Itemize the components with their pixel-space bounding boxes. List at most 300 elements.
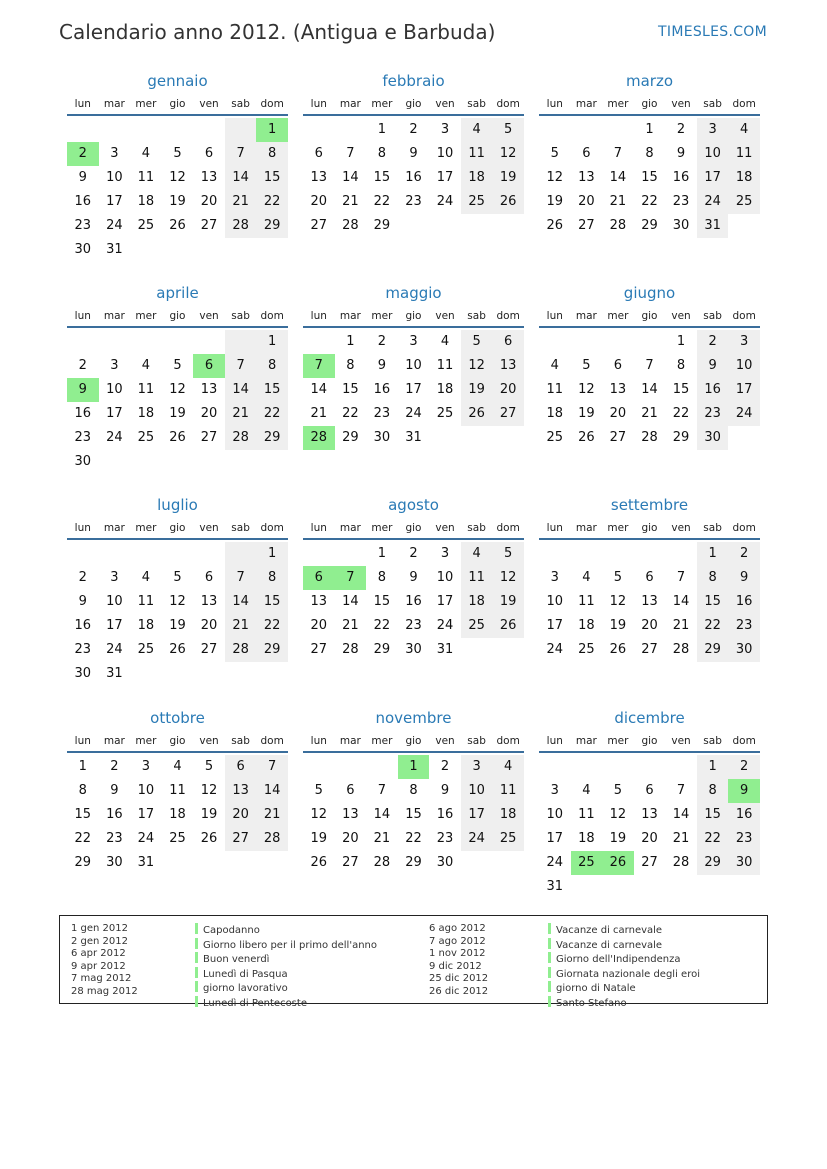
day-cell: 18 [137, 194, 155, 209]
day-cell: 7 [377, 783, 387, 798]
day-cell: 10 [697, 142, 729, 166]
holiday-color-marker [548, 923, 551, 934]
day-grid [539, 540, 760, 662]
day-cell: 22 [256, 402, 288, 426]
weekday-label: mer [371, 98, 393, 110]
day-cell: 15 [405, 807, 422, 822]
weekday-label: lun [74, 522, 91, 534]
day-cell: 15 [74, 807, 92, 822]
weekday-label: mar [575, 98, 597, 110]
day-cell: 2 [440, 759, 450, 774]
day-grid [303, 753, 524, 875]
weekday-label: gio [169, 522, 186, 534]
day-cell: 31 [106, 242, 123, 257]
weekday-label: gio [641, 98, 658, 110]
month-name: dicembre [614, 709, 685, 727]
weekday-label: dom [260, 735, 284, 747]
day-cell: 20 [310, 618, 328, 633]
day-cell: 5 [492, 118, 524, 142]
day-cell: 25 [137, 218, 155, 233]
day-cell: 15 [256, 378, 288, 402]
day-cell: 23 [405, 194, 422, 209]
day-cell: 8 [377, 570, 387, 585]
legend-name [195, 923, 377, 938]
day-cell: 15 [342, 382, 359, 397]
empty-cell [665, 755, 697, 779]
holiday-day-cell: 9 [67, 378, 99, 402]
day-cell: 20 [492, 378, 524, 402]
weekday-label: ven [671, 522, 691, 534]
day-cell: 9 [728, 566, 760, 590]
weekday-label: mer [135, 735, 157, 747]
day-cell: 3 [440, 122, 450, 137]
holiday-day-cell: 7 [335, 566, 367, 590]
day-cell: 3 [550, 783, 559, 798]
empty-cell [335, 118, 367, 142]
month-aprile [67, 284, 288, 474]
holiday-color-marker [548, 952, 551, 963]
legend-name [195, 952, 377, 967]
day-cell: 14 [641, 382, 658, 397]
empty-cell [602, 542, 634, 566]
month-luglio [67, 496, 288, 686]
weekday-label: dom [732, 735, 756, 747]
month-name: aprile [156, 284, 199, 302]
weekday-label: ven [435, 98, 455, 110]
legend-date [71, 961, 138, 974]
day-cell: 1 [346, 334, 355, 349]
holiday-color-marker [195, 923, 198, 934]
legend-date-text: 1 nov 2012 [429, 948, 486, 959]
day-cell: 31 [697, 214, 729, 238]
weekday-label: sab [467, 310, 486, 322]
empty-cell [539, 330, 571, 354]
day-cell: 22 [405, 831, 422, 846]
day-cell: 2 [78, 570, 87, 585]
day-cell: 25 [169, 831, 186, 846]
weekday-label: gio [405, 98, 422, 110]
day-cell: 4 [141, 146, 151, 161]
day-cell: 16 [697, 378, 729, 402]
month-name: novembre [375, 709, 452, 727]
month-name: giugno [623, 284, 676, 302]
day-cell: 9 [697, 354, 729, 378]
day-cell: 14 [225, 166, 257, 190]
weekday-label: sab [703, 310, 722, 322]
holiday-color-marker [195, 938, 198, 949]
day-cell: 3 [141, 759, 151, 774]
day-cell: 10 [546, 807, 564, 822]
legend-right-dates [429, 923, 488, 998]
empty-cell [303, 330, 335, 354]
day-cell: 24 [137, 831, 155, 846]
day-cell: 13 [200, 594, 218, 609]
weekday-header [303, 518, 524, 540]
weekday-label: gio [169, 98, 186, 110]
legend-name-text: Giornata nazionale degli eroi [556, 968, 700, 980]
day-cell: 15 [256, 166, 288, 190]
day-cell: 21 [225, 190, 257, 214]
month-name: maggio [385, 284, 442, 302]
weekday-label: ven [435, 522, 455, 534]
day-cell: 28 [342, 642, 359, 657]
day-cell: 14 [225, 590, 257, 614]
day-cell: 8 [676, 358, 686, 373]
day-cell: 7 [225, 142, 257, 166]
day-cell: 22 [672, 406, 690, 421]
weekday-label: dom [496, 310, 520, 322]
month-ottobre [67, 709, 288, 875]
day-cell: 12 [492, 566, 524, 590]
day-cell: 19 [169, 618, 186, 633]
legend-name [195, 938, 377, 953]
weekday-label: sab [231, 735, 250, 747]
day-cell: 6 [314, 146, 323, 161]
empty-cell [303, 542, 335, 566]
day-cell: 18 [546, 406, 564, 421]
day-cell: 1 [645, 122, 654, 137]
day-cell: 3 [461, 755, 493, 779]
legend-name-text: Buon venerdì [203, 954, 270, 965]
weekday-label: sab [467, 522, 486, 534]
day-cell: 14 [342, 594, 359, 609]
weekday-label: mer [135, 522, 157, 534]
holiday-color-marker [548, 981, 551, 992]
day-cell: 7 [225, 354, 257, 378]
day-cell: 22 [697, 614, 729, 638]
day-cell: 18 [492, 803, 524, 827]
empty-cell [335, 755, 367, 779]
weekday-label: lun [74, 735, 91, 747]
legend-name [548, 952, 700, 967]
legend-right-names [548, 923, 700, 1010]
empty-cell [162, 542, 194, 566]
day-cell: 23 [672, 194, 690, 209]
weekday-label: mer [135, 98, 157, 110]
day-cell: 4 [440, 334, 450, 349]
weekday-header [67, 306, 288, 328]
day-cell: 26 [169, 642, 186, 657]
weekday-label: ven [199, 310, 219, 322]
day-cell: 28 [256, 827, 288, 851]
day-cell: 25 [492, 827, 524, 851]
day-cell: 5 [173, 358, 182, 373]
brand-link[interactable]: TIMESLES.COM [658, 24, 767, 40]
weekday-label: dom [732, 522, 756, 534]
day-cell: 9 [377, 358, 387, 373]
day-grid [539, 753, 760, 899]
day-cell: 29 [342, 430, 359, 445]
empty-cell [602, 118, 634, 142]
day-grid [67, 116, 288, 262]
day-cell: 22 [641, 194, 658, 209]
day-cell: 13 [641, 807, 658, 822]
day-cell: 3 [697, 118, 729, 142]
day-cell: 4 [492, 755, 524, 779]
day-cell: 5 [582, 358, 591, 373]
day-cell: 30 [74, 454, 92, 469]
weekday-label: lun [546, 310, 563, 322]
day-cell: 27 [578, 218, 595, 233]
weekday-label: mer [607, 735, 629, 747]
day-cell: 4 [461, 542, 493, 566]
day-cell: 12 [492, 142, 524, 166]
day-cell: 16 [106, 807, 123, 822]
day-cell: 25 [578, 642, 595, 657]
holiday-day-cell: 1 [256, 118, 288, 142]
day-cell: 3 [110, 570, 119, 585]
day-cell: 1 [697, 542, 729, 566]
empty-cell [571, 542, 603, 566]
day-cell: 7 [676, 570, 686, 585]
empty-cell [130, 330, 162, 354]
empty-cell [602, 755, 634, 779]
weekday-label: gio [405, 310, 422, 322]
day-cell: 12 [169, 382, 186, 397]
day-cell: 22 [697, 827, 729, 851]
day-cell: 21 [373, 831, 391, 846]
day-cell: 19 [461, 378, 493, 402]
day-cell: 16 [74, 194, 92, 209]
day-cell: 20 [200, 406, 218, 421]
day-cell: 4 [173, 759, 182, 774]
day-cell: 19 [546, 194, 564, 209]
day-cell: 11 [578, 807, 595, 822]
day-cell: 26 [310, 855, 328, 870]
day-cell: 21 [609, 194, 627, 209]
day-cell: 21 [672, 618, 690, 633]
day-cell: 26 [461, 402, 493, 426]
day-cell: 2 [676, 122, 686, 137]
month-febbraio [303, 72, 524, 238]
weekday-label: ven [671, 98, 691, 110]
day-cell: 24 [106, 218, 123, 233]
day-cell: 7 [645, 358, 654, 373]
weekday-label: lun [546, 735, 563, 747]
day-cell: 19 [609, 618, 627, 633]
day-cell: 17 [546, 831, 564, 846]
day-cell: 14 [373, 807, 391, 822]
day-cell: 3 [440, 546, 450, 561]
holiday-day-cell: 9 [728, 779, 760, 803]
day-cell: 16 [74, 406, 92, 421]
holiday-color-marker [195, 996, 198, 1007]
empty-cell [130, 118, 162, 142]
weekday-label: dom [260, 310, 284, 322]
day-cell: 22 [342, 406, 359, 421]
day-cell: 20 [225, 803, 257, 827]
day-cell: 12 [609, 807, 627, 822]
empty-cell [162, 330, 194, 354]
day-cell: 27 [200, 218, 218, 233]
day-cell: 21 [641, 406, 658, 421]
day-cell: 13 [342, 807, 359, 822]
day-cell: 20 [200, 618, 218, 633]
day-grid [303, 540, 524, 662]
day-cell: 10 [728, 354, 760, 378]
legend-name [195, 967, 377, 982]
day-cell: 23 [74, 642, 92, 657]
month-agosto [303, 496, 524, 662]
day-cell: 20 [200, 194, 218, 209]
day-cell: 23 [74, 218, 92, 233]
day-cell: 3 [110, 146, 119, 161]
day-cell: 7 [676, 783, 686, 798]
legend-name-text: Giorno dell'Indipendenza [556, 954, 681, 965]
weekday-label: dom [732, 310, 756, 322]
empty-cell [539, 755, 571, 779]
day-cell: 19 [310, 831, 328, 846]
month-name: luglio [157, 496, 198, 514]
weekday-label: sab [231, 310, 250, 322]
day-cell: 6 [645, 783, 654, 798]
day-cell: 27 [609, 430, 627, 445]
day-cell: 26 [169, 430, 186, 445]
day-cell: 8 [645, 146, 654, 161]
day-cell: 1 [256, 542, 288, 566]
day-cell: 28 [641, 430, 658, 445]
holiday-legend [59, 915, 768, 1009]
day-cell: 20 [578, 194, 595, 209]
day-cell: 15 [641, 170, 658, 185]
weekday-label: lun [546, 522, 563, 534]
day-cell: 19 [492, 166, 524, 190]
weekday-label: mar [575, 310, 597, 322]
empty-cell [67, 330, 99, 354]
empty-cell [303, 118, 335, 142]
day-cell: 2 [377, 334, 387, 349]
day-cell: 16 [373, 382, 391, 397]
day-cell: 18 [436, 382, 454, 397]
day-cell: 31 [137, 855, 155, 870]
day-cell: 1 [256, 330, 288, 354]
day-cell: 28 [672, 855, 690, 870]
day-cell: 6 [645, 570, 654, 585]
day-cell: 21 [256, 803, 288, 827]
weekday-label: ven [671, 735, 691, 747]
day-cell: 23 [436, 831, 454, 846]
legend-date-text: 7 ago 2012 [429, 935, 486, 947]
day-cell: 15 [697, 590, 729, 614]
day-cell: 25 [137, 430, 155, 445]
legend-date-text: 9 dic 2012 [429, 960, 482, 972]
day-cell: 13 [200, 170, 218, 185]
empty-cell [193, 542, 225, 566]
day-cell: 12 [310, 807, 328, 822]
holiday-day-cell: 25 [571, 851, 603, 875]
day-cell: 28 [225, 638, 257, 662]
day-cell: 30 [373, 430, 391, 445]
day-cell: 10 [106, 382, 123, 397]
day-cell: 3 [550, 570, 559, 585]
weekday-label: gio [641, 310, 658, 322]
day-cell: 18 [461, 590, 493, 614]
weekday-label: mer [607, 310, 629, 322]
day-cell: 29 [373, 218, 391, 233]
day-cell: 9 [676, 146, 686, 161]
day-cell: 4 [461, 118, 493, 142]
weekday-label: gio [169, 310, 186, 322]
day-cell: 15 [373, 170, 391, 185]
holiday-day-cell: 6 [303, 566, 335, 590]
day-cell: 27 [200, 430, 218, 445]
day-cell: 20 [310, 194, 328, 209]
legend-name [548, 923, 700, 938]
day-cell: 17 [728, 378, 760, 402]
day-cell: 1 [697, 755, 729, 779]
month-dicembre [539, 709, 760, 899]
legend-date [71, 948, 138, 961]
day-cell: 14 [609, 170, 627, 185]
day-cell: 2 [110, 759, 119, 774]
day-cell: 19 [200, 807, 218, 822]
day-grid [303, 328, 524, 450]
weekday-label: dom [496, 735, 520, 747]
weekday-header [303, 731, 524, 753]
day-cell: 2 [728, 542, 760, 566]
day-cell: 18 [169, 807, 186, 822]
day-cell: 19 [169, 406, 186, 421]
weekday-header [303, 306, 524, 328]
legend-date [429, 961, 488, 974]
day-cell: 26 [546, 218, 564, 233]
day-cell: 24 [728, 402, 760, 426]
weekday-label: sab [231, 98, 250, 110]
day-cell: 3 [409, 334, 418, 349]
day-cell: 21 [672, 831, 690, 846]
empty-cell [665, 542, 697, 566]
legend-name [548, 938, 700, 953]
day-cell: 7 [346, 146, 355, 161]
day-cell: 25 [461, 614, 493, 638]
legend-name [548, 967, 700, 982]
weekday-label: ven [671, 310, 691, 322]
day-cell: 26 [609, 642, 627, 657]
day-cell: 3 [728, 330, 760, 354]
day-cell: 14 [672, 594, 690, 609]
weekday-label: mer [607, 522, 629, 534]
month-novembre [303, 709, 524, 875]
day-cell: 7 [613, 146, 623, 161]
empty-cell [366, 755, 398, 779]
day-cell: 30 [728, 638, 760, 662]
legend-name-text: Capodanno [203, 925, 260, 936]
weekday-label: gio [169, 735, 186, 747]
weekday-header [539, 306, 760, 328]
weekday-label: lun [310, 735, 327, 747]
day-cell: 27 [310, 218, 328, 233]
day-cell: 8 [78, 783, 87, 798]
day-cell: 4 [728, 118, 760, 142]
day-cell: 27 [310, 642, 328, 657]
weekday-label: mar [575, 522, 597, 534]
weekday-label: lun [74, 98, 91, 110]
day-cell: 26 [578, 430, 595, 445]
empty-cell [571, 330, 603, 354]
day-cell: 4 [141, 570, 151, 585]
day-cell: 24 [546, 642, 564, 657]
weekday-label: mar [339, 522, 361, 534]
day-cell: 6 [225, 755, 257, 779]
legend-date-text: 28 mag 2012 [71, 985, 138, 997]
day-cell: 8 [346, 358, 355, 373]
legend-date-text: 25 dic 2012 [429, 973, 489, 984]
empty-cell [634, 330, 666, 354]
day-cell: 21 [342, 618, 359, 633]
day-cell: 17 [436, 170, 454, 185]
weekday-label: mar [103, 522, 125, 534]
day-cell: 23 [106, 831, 123, 846]
